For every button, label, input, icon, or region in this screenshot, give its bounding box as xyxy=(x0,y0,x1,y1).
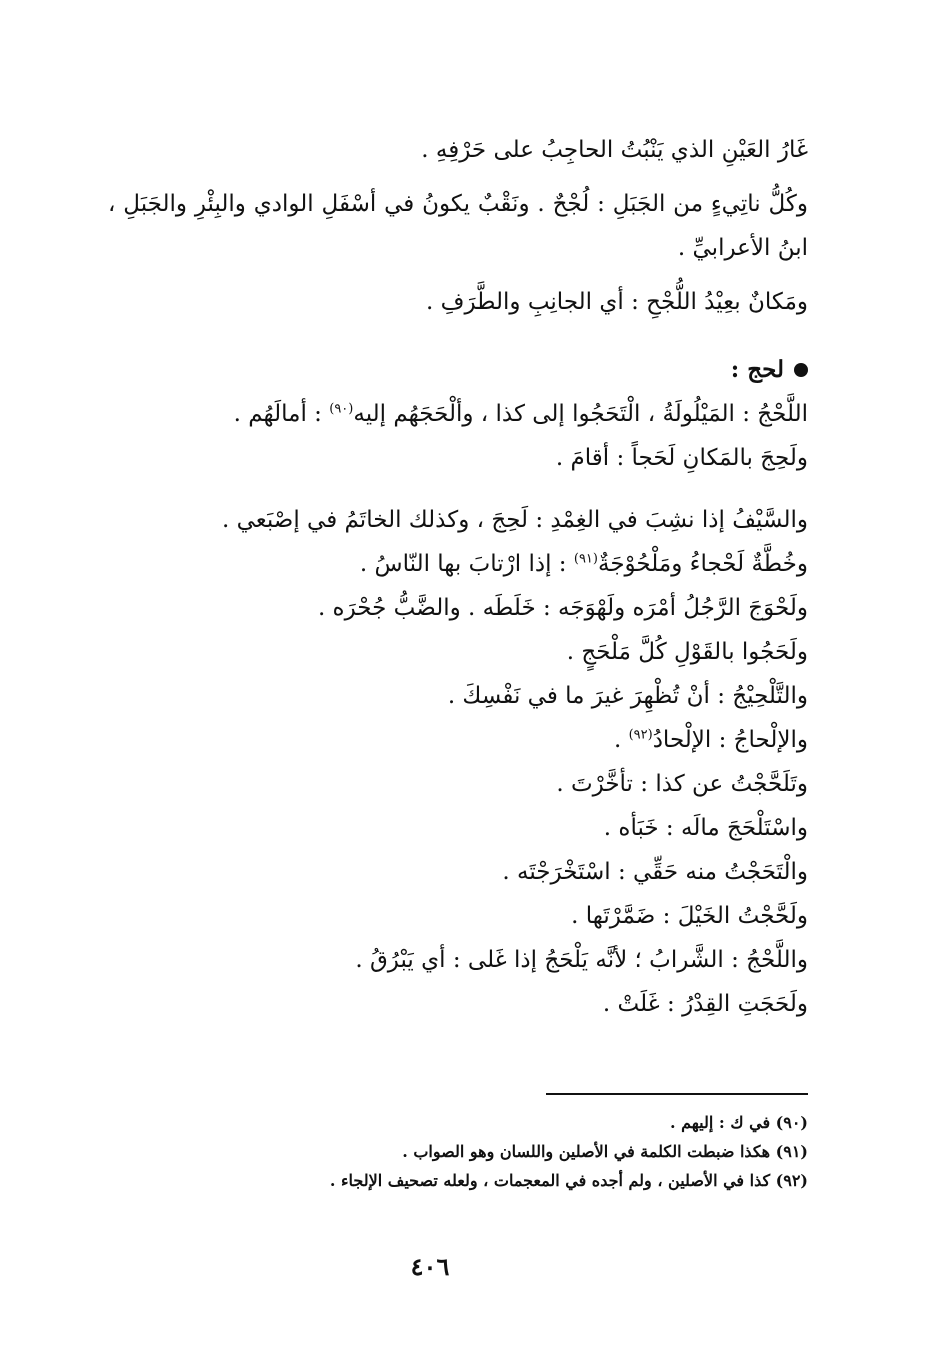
entry-headword: لحج : xyxy=(730,356,784,383)
opening-paragraph: وكُلُّ ناتِيءٍ من الجَبَلِ : لُجْحٌ . ونَقْبٌ يكونُ في أسْفَلِ الوادي والبِئْرِ والجَبَلِ ، ابنُ الأعرابيِّ . xyxy=(108,191,808,261)
footnote-divider xyxy=(546,1093,808,1095)
entry-definition-second: ولَحِجَ بالمَكانِ لَحَجاً : أقامَ . xyxy=(555,445,808,471)
entry-heading xyxy=(108,348,808,392)
entry-line-text: والإلْحاجُ : الإلْحادُ xyxy=(652,727,808,753)
main-text xyxy=(108,128,808,1026)
entry-definition-first-tail: : أمالَهُم . xyxy=(233,401,330,427)
entry-line: ولَحَجَتِ القِدْرُ : غَلَتْ . xyxy=(602,991,808,1017)
entry-line: ولَحَجُوا بالقَوْلِ كُلَّ مَلْحَجٍ . xyxy=(566,639,808,665)
footnote-ref-91: (٩١) xyxy=(573,551,598,567)
entry-definition-first xyxy=(108,392,808,436)
page-number: ٤٠٦ xyxy=(410,1252,450,1281)
footnotes xyxy=(108,1108,808,1195)
opening-line-three: ومَكانٌ بعِيْدُ اللُّجْحِ : أي الجانِبِ والطَّرَفِ . xyxy=(425,289,808,315)
entry-line: ولَحْوَجَ الرَّجُلُ أمْرَه ولَهْوَجَه : خَلَطَه . والضَّبُّ جُحْرَه . xyxy=(317,595,808,621)
bullet-icon xyxy=(794,363,808,377)
footnote-92: (٩٢) كذا في الأصلين ، ولم أجده في المعجمات ، ولعله تصحيف الإلجاء . xyxy=(329,1171,808,1190)
footnote-ref-92: (٩٢) xyxy=(628,727,653,743)
entry-line xyxy=(108,718,808,762)
entry-line: والسَّيْفُ إذا نشِبَ في الغِمْدِ : لَحِجَ ، وكذلك الخاتَمُ في إصْبَعي . xyxy=(221,507,808,533)
entry-line: واسْتَلْحَجَ مالَه : خَبَأه . xyxy=(603,815,808,841)
footnote-90: (٩٠) في ك : إليهم . xyxy=(669,1113,808,1132)
entry-line: والْتَحَجْتُ منه حَقِّي : اسْتَخْرَجْتَه . xyxy=(502,859,808,885)
entry-line-tail: : إذا ارْتابَ بها النّاسُ . xyxy=(359,551,574,577)
opening-line: غَارُ العَيْنِ الذي يَنْبُتُ الحاجِبُ على حَرْفِهِ . xyxy=(421,137,808,163)
footnote-ref-90: (٩٠) xyxy=(329,401,354,417)
entry-line: والتَّلْحِيْجُ : أنْ تُظْهِرَ غيرَ ما في نَفْسِكَ . xyxy=(447,683,808,709)
entry-line-text: وخُطَّةٌ لَحْجاءُ ومَلْحُوْجَةٌ xyxy=(598,551,808,577)
entry-lines xyxy=(108,498,808,1026)
entry-line-tail: . xyxy=(613,727,629,753)
entry-line: واللَّحْجُ : الشَّرابُ ؛ لأنَّه يَلْحَجُ إذا غَلى : أي يَبْرُقُ . xyxy=(355,947,808,973)
entry-definition-first-text: اللَّحْجُ : المَيْلُولَةُ ، الْتَحَجُوا إلى كذا ، وألْحَجَهُم إليه xyxy=(353,401,808,427)
entry-line xyxy=(108,542,808,586)
entry-line: ولَحَّجْتُ الخَيْلَ : ضَمَّرْتَها . xyxy=(571,903,808,929)
footnote-91: (٩١) هكذا ضبطت الكلمة في الأصلين واللسان وهو الصواب . xyxy=(402,1142,808,1161)
entry-line: وتَلَحَّجْتُ عن كذا : تأخَّرْتَ . xyxy=(556,771,808,797)
